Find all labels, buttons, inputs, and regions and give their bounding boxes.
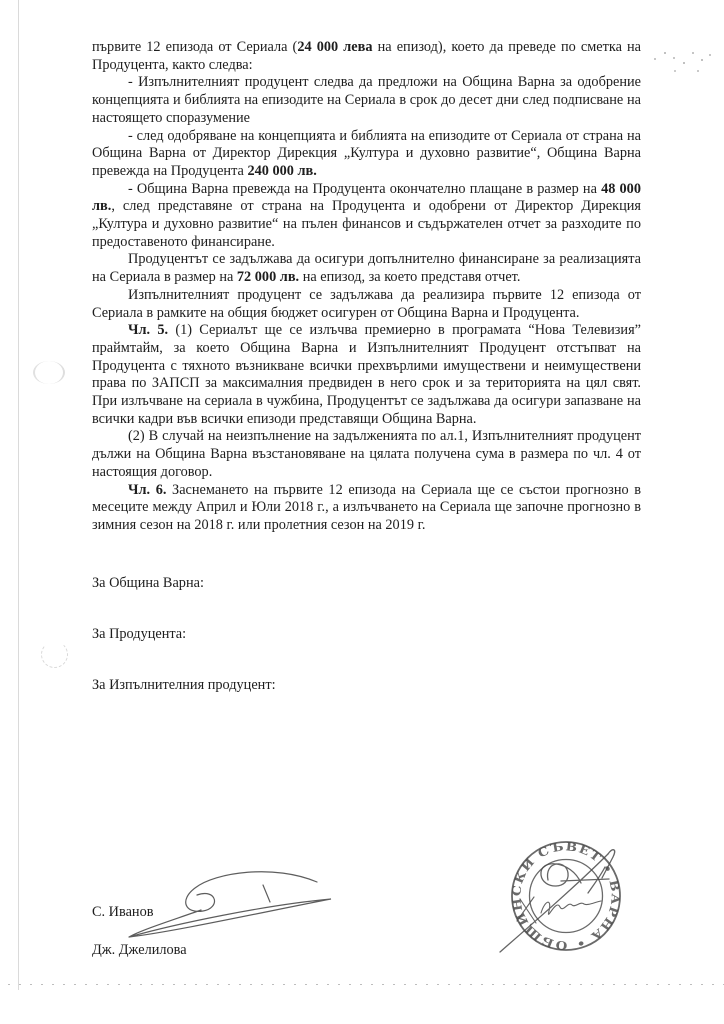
contract-body-text — [92, 39, 641, 535]
signature-label-producer: За Продуцента: — [92, 626, 187, 642]
stamp-circular-text: ОБЩИНСКИ СЪВЕТ • ВАРНА • — [509, 839, 623, 953]
scan-artifact-vertical-line — [18, 0, 19, 990]
signature-label-executive-producer: За Изпълнителния продуцент: — [92, 677, 276, 693]
signatory-name-ivanov: С. Иванов — [92, 904, 154, 920]
contract-paragraph: - Община Варна превежда на Продуцента окончателно плащане в размер на 48 000 лв., след представяне от страна на Продуцента и одобрени от Директор Дирекция „Култура и духовно развитие“ на пълен финансов и съдържателен отчет за разходите по предоставеното финансиране. — [92, 180, 641, 250]
signature-label-municipality-varna: За Община Варна: — [92, 575, 204, 591]
handwritten-signature — [115, 858, 350, 948]
hole-punch-mark — [33, 361, 65, 384]
contract-paragraph: първите 12 епизода от Сериала (24 000 лева на епизод), което да преведе по сметка на Продуцента, както следва: — [92, 39, 642, 73]
contract-paragraph: Чл. 5. (1) Сериалът ще се излъчва премиерно в програмата “Нова Телевизия” праймтайм, за което Община Варна и Изпълнителният Продуцент отстъпват на Продуцента с тяхното възникване всички прехвърлими имуществени и неимуществени права по ЗАПСП за максималния предвиден в него срок и за територията на цял свят. При излъчване на сериала в чужбина, Продуцентът се задължава да осигури запазване на всички кадри във всички епизоди представящи Община Варна. — [92, 322, 641, 427]
signatory-name-dzhelilova: Дж. Джелилова — [92, 942, 187, 958]
hole-punch-mark — [41, 641, 68, 668]
official-round-stamp — [503, 833, 629, 959]
contract-paragraph: - Изпълнителният продуцент следва да предложи на Община Варна за одобрение концепцията и библията на епизодите на Сериала в срок до десет дни след подписване на настоящето споразумение — [92, 74, 641, 126]
contract-paragraph: Чл. 6. Заснемането на първите 12 епизода на Сериала ще се състои прогнозно в месеците между Април и Юли 2018 г., а излъчването на Сериала ще започне прогнозно в зимния сезон на 2018 г. или пролетния сезон на 2019 г. — [92, 481, 641, 533]
contract-paragraph: Изпълнителният продуцент се задължава да реализира първите 12 епизода от Сериала в рамките на общия бюджет осигурен от Община Варна и Продуцента. — [92, 286, 641, 321]
contract-paragraph: Продуцентът се задължава да осигури допълнително финансиране за реализацията на Сериала в размер на 72 000 лв. на епизод, за което представя отчет. — [92, 251, 641, 286]
scan-artifact-dotted-line — [8, 984, 724, 985]
contract-paragraph: (2) В случай на неизпълнение на задълженията по ал.1, Изпълнителният продуцент дължи на Община Варна възстановяване на цялата получена сума в размера по чл. 4 от настоящия договор. — [92, 428, 641, 480]
contract-paragraph: - след одобряване на концепцията и библията на епизодите от Сериала от страна на Община Варна от Директор Дирекция „Култура и духовно развитие“, Община Варна превежда на Продуцента 240 000 лв. — [92, 127, 641, 179]
